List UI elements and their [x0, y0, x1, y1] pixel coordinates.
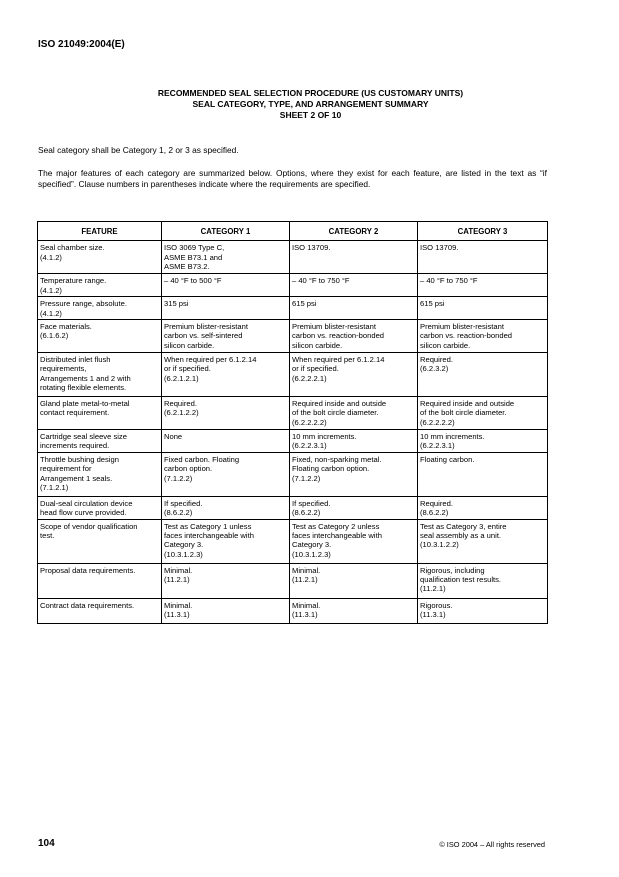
- category-3-cell: 10 mm increments. (6.2.2.3.1): [418, 430, 548, 453]
- seal-category-table: [37, 221, 548, 624]
- feature-cell: Gland plate metal-to-metal contact requirement.: [38, 397, 162, 430]
- header-feature: FEATURE: [38, 222, 162, 241]
- category-1-cell: Minimal. (11.3.1): [162, 598, 290, 623]
- table-row: [38, 519, 548, 563]
- table-row: [38, 496, 548, 519]
- category-2-cell: Minimal. (11.2.1): [290, 563, 418, 598]
- category-3-cell: Required. (8.6.2.2): [418, 496, 548, 519]
- category-2-cell: When required per 6.1.2.14 or if specified. (6.2.2.2.1): [290, 353, 418, 397]
- table-row: [38, 397, 548, 430]
- category-3-cell: Premium blister-resistant carbon vs. reaction-bonded silicon carbide.: [418, 320, 548, 353]
- category-1-cell: When required per 6.1.2.14 or if specified. (6.2.1.2.1): [162, 353, 290, 397]
- table-row: [38, 452, 548, 496]
- category-1-cell: None: [162, 430, 290, 453]
- table-row: [38, 598, 548, 623]
- category-3-cell: Test as Category 3, entire seal assembly as a unit. (10.3.1.2.2): [418, 519, 548, 563]
- category-1-cell: 315 psi: [162, 297, 290, 320]
- category-1-cell: ISO 3069 Type C, ASME B73.1 and ASME B73.2.: [162, 241, 290, 274]
- category-2-cell: 10 mm increments. (6.2.2.3.1): [290, 430, 418, 453]
- sheet-title: [38, 88, 583, 121]
- table-row: [38, 241, 548, 274]
- title-line-3: SHEET 2 OF 10: [279, 110, 342, 120]
- feature-cell: Face materials. (6.1.6.2): [38, 320, 162, 353]
- copyright-notice: © ISO 2004 – All rights reserved: [439, 840, 545, 849]
- category-2-cell: ISO 13709.: [290, 241, 418, 274]
- document-id: ISO 21049:2004(E): [38, 39, 125, 50]
- table-row: [38, 320, 548, 353]
- category-3-cell: Required inside and outside of the bolt circle diameter. (6.2.2.2.2): [418, 397, 548, 430]
- feature-cell: Contract data requirements.: [38, 598, 162, 623]
- category-2-cell: 615 psi: [290, 297, 418, 320]
- category-3-cell: Floating carbon.: [418, 452, 548, 496]
- category-1-cell: Fixed carbon. Floating carbon option. (7.1.2.2): [162, 452, 290, 496]
- feature-cell: Cartridge seal sleeve size increments required.: [38, 430, 162, 453]
- category-2-cell: If specified. (8.6.2.2): [290, 496, 418, 519]
- category-3-cell: Rigorous, including qualification test results. (11.2.1): [418, 563, 548, 598]
- feature-cell: Dual-seal circulation device head flow curve provided.: [38, 496, 162, 519]
- table-row: [38, 430, 548, 453]
- category-3-cell: – 40 °F to 750 °F: [418, 274, 548, 297]
- table-row: [38, 563, 548, 598]
- category-3-cell: 615 psi: [418, 297, 548, 320]
- category-3-cell: ISO 13709.: [418, 241, 548, 274]
- header-category-3: CATEGORY 3: [418, 222, 548, 241]
- category-2-cell: Fixed, non-sparking metal. Floating carbon option. (7.1.2.2): [290, 452, 418, 496]
- category-1-cell: Required. (6.2.1.2.2): [162, 397, 290, 430]
- category-3-cell: Rigorous. (11.3.1): [418, 598, 548, 623]
- feature-cell: Distributed inlet flush requirements, Arrangements 1 and 2 with rotating flexible elements.: [38, 353, 162, 397]
- table-row: [38, 274, 548, 297]
- category-2-cell: – 40 °F to 750 °F: [290, 274, 418, 297]
- header-category-2: CATEGORY 2: [290, 222, 418, 241]
- table-body: [38, 241, 548, 623]
- category-2-cell: Premium blister-resistant carbon vs. reaction-bonded silicon carbide.: [290, 320, 418, 353]
- feature-cell: Throttle bushing design requirement for Arrangement 1 seals. (7.1.2.1): [38, 452, 162, 496]
- category-3-cell: Required. (6.2.3.2): [418, 353, 548, 397]
- category-1-cell: Test as Category 1 unless faces interchangeable with Category 3. (10.3.1.2.3): [162, 519, 290, 563]
- feature-cell: Seal chamber size. (4.1.2): [38, 241, 162, 274]
- intro-paragraph-2: The major features of each category are summarized below. Options, where they exist for each feature, are listed in the text as “if specified”. Clause numbers in parentheses indicate where the requirements are specified.: [38, 168, 547, 189]
- intro-paragraph-1: Seal category shall be Category 1, 2 or 3 as specified.: [38, 145, 239, 155]
- category-2-cell: Test as Category 2 unless faces interchangeable with Category 3. (10.3.1.2.3): [290, 519, 418, 563]
- category-1-cell: If specified. (8.6.2.2): [162, 496, 290, 519]
- feature-cell: Scope of vendor qualification test.: [38, 519, 162, 563]
- category-1-cell: Minimal. (11.2.1): [162, 563, 290, 598]
- table-row: [38, 353, 548, 397]
- title-line-2: SEAL CATEGORY, TYPE, AND ARRANGEMENT SUMMARY: [192, 99, 429, 109]
- title-line-1: RECOMMENDED SEAL SELECTION PROCEDURE (US CUSTOMARY UNITS): [157, 88, 464, 98]
- table-row: [38, 297, 548, 320]
- feature-cell: Pressure range, absolute. (4.1.2): [38, 297, 162, 320]
- table-header-row: [38, 222, 548, 241]
- category-2-cell: Required inside and outside of the bolt circle diameter. (6.2.2.2.2): [290, 397, 418, 430]
- feature-cell: Temperature range. (4.1.2): [38, 274, 162, 297]
- page-number: 104: [38, 838, 55, 849]
- category-1-cell: – 40 °F to 500 °F: [162, 274, 290, 297]
- category-2-cell: Minimal. (11.3.1): [290, 598, 418, 623]
- category-1-cell: Premium blister-resistant carbon vs. self-sintered silicon carbide.: [162, 320, 290, 353]
- header-category-1: CATEGORY 1: [162, 222, 290, 241]
- feature-cell: Proposal data requirements.: [38, 563, 162, 598]
